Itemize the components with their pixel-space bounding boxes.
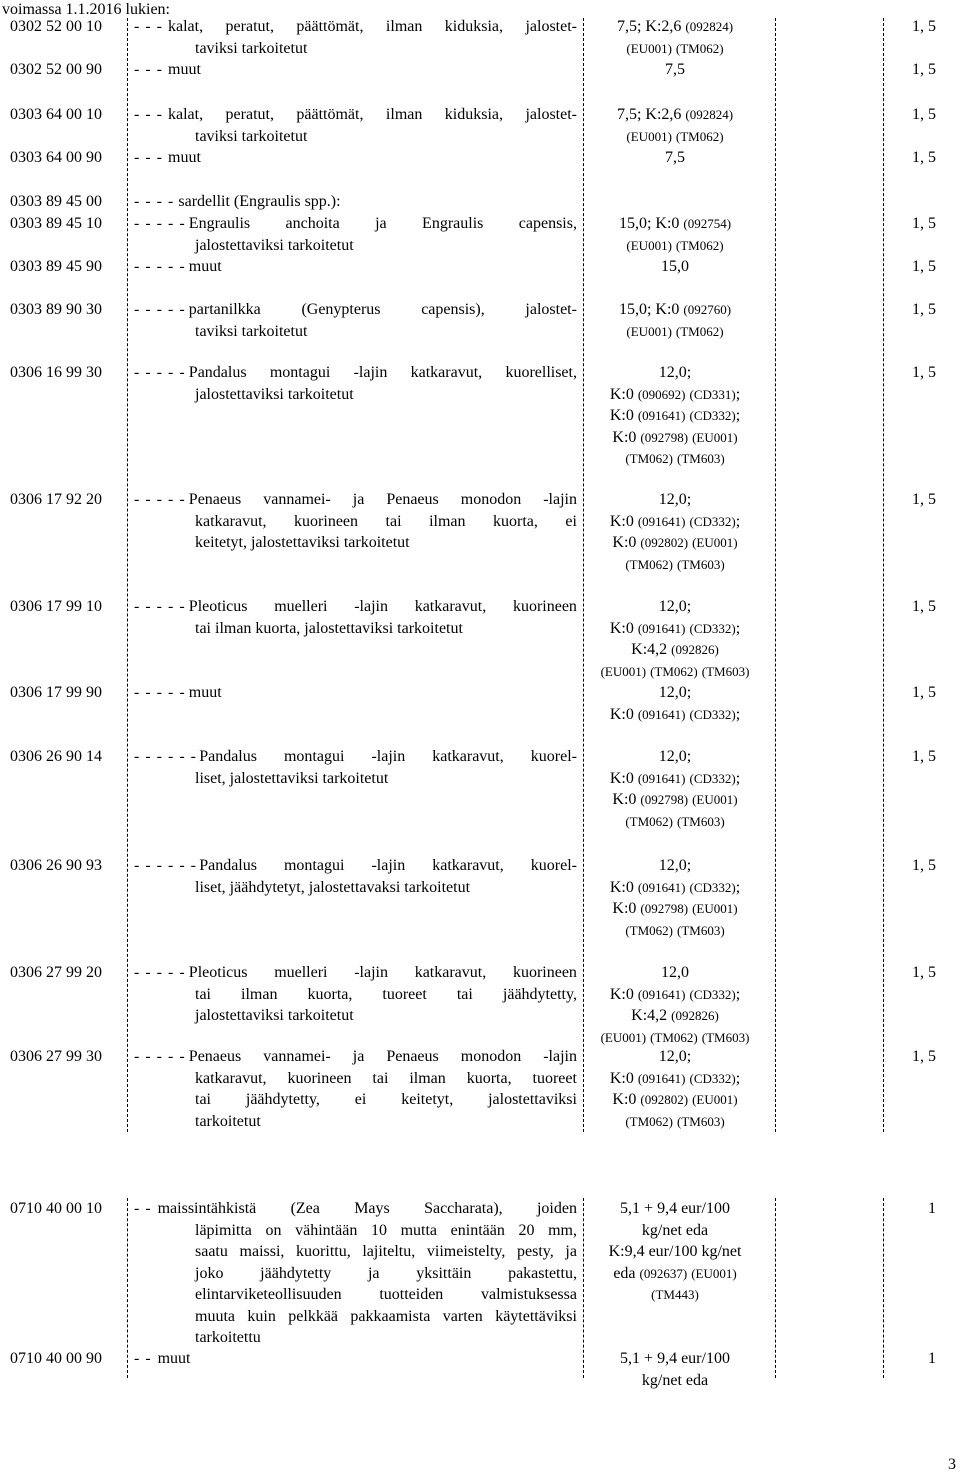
commodity-code: 0306 17 99 10 <box>10 598 102 615</box>
duty-rate-line: K:4,2 (092826) <box>631 1007 719 1024</box>
indent-dashes: - - - <box>134 106 163 123</box>
description-line: tarkoitetut <box>195 1112 261 1130</box>
description-line: taviksi tarkoitetut <box>195 127 308 145</box>
duty-rate-line: K:4,2 (092826) <box>631 641 719 658</box>
duty-rate-line: K:0 (091641) (CD332); <box>609 769 741 787</box>
description-line: katkaravut, kuorineen tai ilman kuorta, tuoreet <box>195 1069 577 1087</box>
indent-dashes: - - <box>134 1350 152 1367</box>
duty-rate-line: (TM062) (TM603) <box>625 451 725 466</box>
duty-rate-line: 7,5; K:2,6 (092824) <box>616 106 734 123</box>
indent-dashes: - - - - - <box>134 598 186 615</box>
table-row <box>0 61 960 83</box>
preference-column-value: 1, 5 <box>912 684 936 701</box>
table-row <box>0 684 960 727</box>
description-line: sardellit (Engraulis spp.): <box>178 193 341 210</box>
commodity-code: 0303 64 00 10 <box>10 106 102 123</box>
duty-rate-line: kg/net eda <box>641 1371 709 1389</box>
description-line: saatu maissi, kuorittu, lajiteltu, viimeistelty, pesty, ja <box>195 1243 577 1260</box>
duty-rate-line: 7,5; K:2,6 (092824) <box>616 18 734 35</box>
duty-rate-line: 12,0; <box>658 1048 692 1065</box>
duty-rate-line: 15,0; K:0 (092754) <box>618 215 732 232</box>
table-row <box>0 964 960 1050</box>
preference-column-value: 1, 5 <box>912 106 936 123</box>
duty-rate-line: (TM062) (TM603) <box>625 813 725 829</box>
preference-column-value: 1, 5 <box>912 149 936 166</box>
duty-rate-line: K:0 (092798) (EU001) <box>612 791 738 808</box>
duty-rate-line: 12,0; <box>658 364 692 381</box>
duty-rate-line: K:0 (091641) (CD332); <box>609 985 741 1003</box>
commodity-code: 0306 26 90 93 <box>10 857 102 874</box>
commodity-code: 0303 89 90 30 <box>10 301 102 318</box>
description-line: tai jäähdytetty, ei keitetyt, jalostettaviksi <box>195 1091 577 1108</box>
description-line: muut <box>188 258 222 275</box>
indent-dashes: - - - <box>134 149 163 166</box>
indent-dashes: - - - <box>134 18 163 35</box>
description-line: tai ilman kuorta, jalostettaviksi tarkoitetut <box>195 619 463 637</box>
description-line: läpimitta on vähintään 10 mutta enintään 20 mm, <box>195 1221 577 1239</box>
description-line: jalostettaviksi tarkoitetut <box>195 236 354 254</box>
description-line: kalat, peratut, päättömät, ilman kiduksia, jalostet- <box>168 106 577 123</box>
duty-rate-line: K:0 (091641) (CD332); <box>609 705 741 723</box>
commodity-code: 0303 89 45 10 <box>10 215 102 232</box>
duty-rate-line: 12,0; <box>658 684 692 701</box>
description-line: Pleoticus muelleri -lajin katkaravut, kuorineen <box>188 598 577 615</box>
indent-dashes: - - - - - <box>134 258 186 275</box>
description-line: muut <box>157 1350 191 1367</box>
indent-dashes: - - - - - <box>134 364 186 381</box>
commodity-code: 0302 52 00 10 <box>10 18 102 35</box>
duty-rate-line: K:0 (092802) (EU001) <box>612 1091 738 1108</box>
indent-dashes: - - - - - <box>134 215 186 232</box>
description-line: tai ilman kuorta, tuoreet tai jäähdytetty, <box>195 985 577 1003</box>
description-line: liset, jäähdytetyt, jalostettavaksi tarkoitetut <box>195 878 471 896</box>
description-line: jalostettaviksi tarkoitetut <box>195 385 354 403</box>
duty-rate-line: 12,0; <box>658 857 692 874</box>
duty-rate-line: (TM443) <box>651 1287 699 1302</box>
duty-rate-line: (EU001) (TM062) <box>626 323 724 339</box>
duty-rate-line: (EU001) (TM062) <box>626 40 724 56</box>
duty-rate-line: 12,0; <box>658 491 692 508</box>
duty-rate-line: 15,0 <box>661 258 689 275</box>
duty-rate-line: K:0 (092802) (EU001) <box>612 534 738 551</box>
indent-dashes: - - - - - <box>134 491 186 508</box>
preference-column-value: 1, 5 <box>912 598 936 615</box>
description-line: katkaravut, kuorineen tai ilman kuorta, ei <box>195 512 577 530</box>
duty-rate-line: (TM062) (TM603) <box>625 1113 725 1129</box>
duty-rate-line: K:9,4 eur/100 kg/net <box>608 1243 742 1260</box>
table-row <box>0 301 960 344</box>
table-row <box>0 193 960 215</box>
commodity-code: 0306 27 99 30 <box>10 1048 102 1065</box>
description-line: Penaeus vannamei- ja Penaeus monodon -lajin <box>188 1048 577 1065</box>
duty-rate-line: 5,1 + 9,4 eur/100 <box>620 1200 730 1217</box>
description-line: joko jäähdytetty ja yksittäin pakastettu, <box>195 1264 577 1282</box>
description-line: maissintähkistä (Zea Mays Saccharata), joiden <box>157 1200 577 1217</box>
indent-dashes: - - - - - - <box>134 748 197 765</box>
description-line: taviksi tarkoitetut <box>195 322 308 340</box>
duty-rate-line: 12,0; <box>658 598 692 615</box>
indent-dashes: - - - - - <box>134 964 186 981</box>
commodity-code: 0303 89 45 00 <box>10 193 102 210</box>
commodity-code: 0306 27 99 20 <box>10 964 102 981</box>
description-line: Penaeus vannamei- ja Penaeus monodon -lajin <box>188 491 577 508</box>
description-line: Pandalus montagui -lajin katkaravut, kuorelliset, <box>188 364 577 381</box>
commodity-code: 0306 17 92 20 <box>10 491 102 508</box>
table-row <box>0 258 960 280</box>
table-row <box>0 598 960 684</box>
duty-rate-line: K:0 (092798) (EU001) <box>612 428 738 446</box>
duty-rate-line: (EU001) (TM062) (TM603) <box>600 663 750 679</box>
duty-rate-line: (TM062) (TM603) <box>625 556 725 572</box>
preference-column-value: 1, 5 <box>912 491 936 508</box>
commodity-code: 0710 40 00 90 <box>10 1350 102 1367</box>
table-row <box>0 1350 960 1393</box>
duty-rate-line: K:0 (091641) (CD332); <box>609 1069 741 1087</box>
duty-rate-line: 7,5 <box>665 61 685 78</box>
commodity-code: 0302 52 00 90 <box>10 61 102 78</box>
description-line: liset, jalostettaviksi tarkoitetut <box>195 769 389 787</box>
commodity-code: 0306 16 99 30 <box>10 364 102 381</box>
duty-rate-line: K:0 (091641) (CD332); <box>609 878 741 896</box>
description-line: keitetyt, jalostettaviksi tarkoitetut <box>195 534 410 551</box>
indent-dashes: - - - - - <box>134 684 186 701</box>
description-line: muut <box>188 684 222 701</box>
description-line: kalat, peratut, päättömät, ilman kiduksia, jalostet- <box>168 18 577 35</box>
duty-rate-line: eda (092637) (EU001) <box>613 1264 737 1282</box>
table-row <box>0 106 960 149</box>
table-row <box>0 491 960 577</box>
table-row <box>0 215 960 258</box>
indent-dashes: - - <box>134 1200 152 1217</box>
duty-rate-line: (EU001) (TM062) <box>626 128 724 144</box>
preference-column-value: 1, 5 <box>912 18 936 35</box>
duty-rate-line: 5,1 + 9,4 eur/100 <box>620 1350 730 1367</box>
duty-rate-line: 15,0; K:0 (092760) <box>618 301 732 318</box>
preference-column-value: 1, 5 <box>912 215 936 232</box>
page-number: 3 <box>948 1456 956 1473</box>
indent-dashes: - - - - <box>134 193 175 210</box>
duty-rate-line: (EU001) (TM062) (TM603) <box>600 1029 750 1045</box>
duty-rate-line: 7,5 <box>665 149 685 166</box>
duty-rate-line: (EU001) (TM062) <box>626 237 724 253</box>
table-row <box>0 857 960 943</box>
description-line: jalostettaviksi tarkoitetut <box>195 1007 354 1024</box>
description-line: tarkoitettu <box>195 1329 261 1346</box>
duty-rate-line: K:0 (091641) (CD332); <box>609 407 741 424</box>
description-line: elintarviketeollisuuden tuotteiden valmistuksessa <box>195 1286 577 1303</box>
duty-rate-line: (TM062) (TM603) <box>625 922 725 938</box>
description-line: Engraulis anchoita ja Engraulis capensis, <box>188 215 577 232</box>
preference-column-value: 1, 5 <box>912 964 936 981</box>
commodity-code: 0303 89 45 90 <box>10 258 102 275</box>
description-line: taviksi tarkoitetut <box>195 39 308 57</box>
description-line: muuta kuin pelkkää pakkaamista varten käytettäviksi <box>195 1307 577 1325</box>
description-line: muut <box>168 149 201 166</box>
preference-column-value: 1, 5 <box>912 748 936 765</box>
preference-column-value: 1 <box>928 1200 936 1217</box>
indent-dashes: - - - - - - <box>134 857 197 874</box>
table-row <box>0 18 960 61</box>
duty-rate-line: K:0 (090692) (CD331); <box>609 385 741 403</box>
commodity-code: 0710 40 00 10 <box>10 1200 102 1217</box>
description-line: muut <box>168 61 201 78</box>
table-row <box>0 1200 960 1351</box>
description-line: Pandalus montagui -lajin katkaravut, kuorel- <box>199 857 577 874</box>
preference-column-value: 1, 5 <box>912 61 936 78</box>
preference-column-value: 1, 5 <box>912 1048 936 1065</box>
page-header: voimassa 1.1.2016 lukien: <box>2 1 170 18</box>
duty-rate-line: K:0 (091641) (CD332); <box>609 512 741 530</box>
indent-dashes: - - - - - <box>134 1048 186 1065</box>
preference-column-value: 1, 5 <box>912 301 936 318</box>
indent-dashes: - - - <box>134 61 163 78</box>
table-row <box>0 1048 960 1134</box>
commodity-code: 0306 26 90 14 <box>10 748 102 765</box>
preference-column-value: 1, 5 <box>912 364 936 381</box>
duty-rate-line: K:0 (092798) (EU001) <box>612 900 738 917</box>
duty-rate-line: 12,0; <box>658 748 692 765</box>
table-row <box>0 748 960 834</box>
duty-rate-line: K:0 (091641) (CD332); <box>609 619 741 637</box>
description-line: Pleoticus muelleri -lajin katkaravut, kuorineen <box>188 964 577 981</box>
preference-column-value: 1 <box>928 1350 936 1367</box>
commodity-code: 0306 17 99 90 <box>10 684 102 701</box>
indent-dashes: - - - - - <box>134 301 186 318</box>
preference-column-value: 1, 5 <box>912 258 936 275</box>
duty-rate-line: 12,0 <box>661 964 689 981</box>
duty-rate-line: kg/net eda <box>641 1221 709 1239</box>
preference-column-value: 1, 5 <box>912 857 936 874</box>
description-line: partanilkka (Genypterus capensis), jalostet- <box>188 301 577 318</box>
table-row <box>0 149 960 171</box>
description-line: Pandalus montagui -lajin katkaravut, kuorel- <box>199 748 577 765</box>
commodity-code: 0303 64 00 90 <box>10 149 102 166</box>
table-row <box>0 364 960 472</box>
